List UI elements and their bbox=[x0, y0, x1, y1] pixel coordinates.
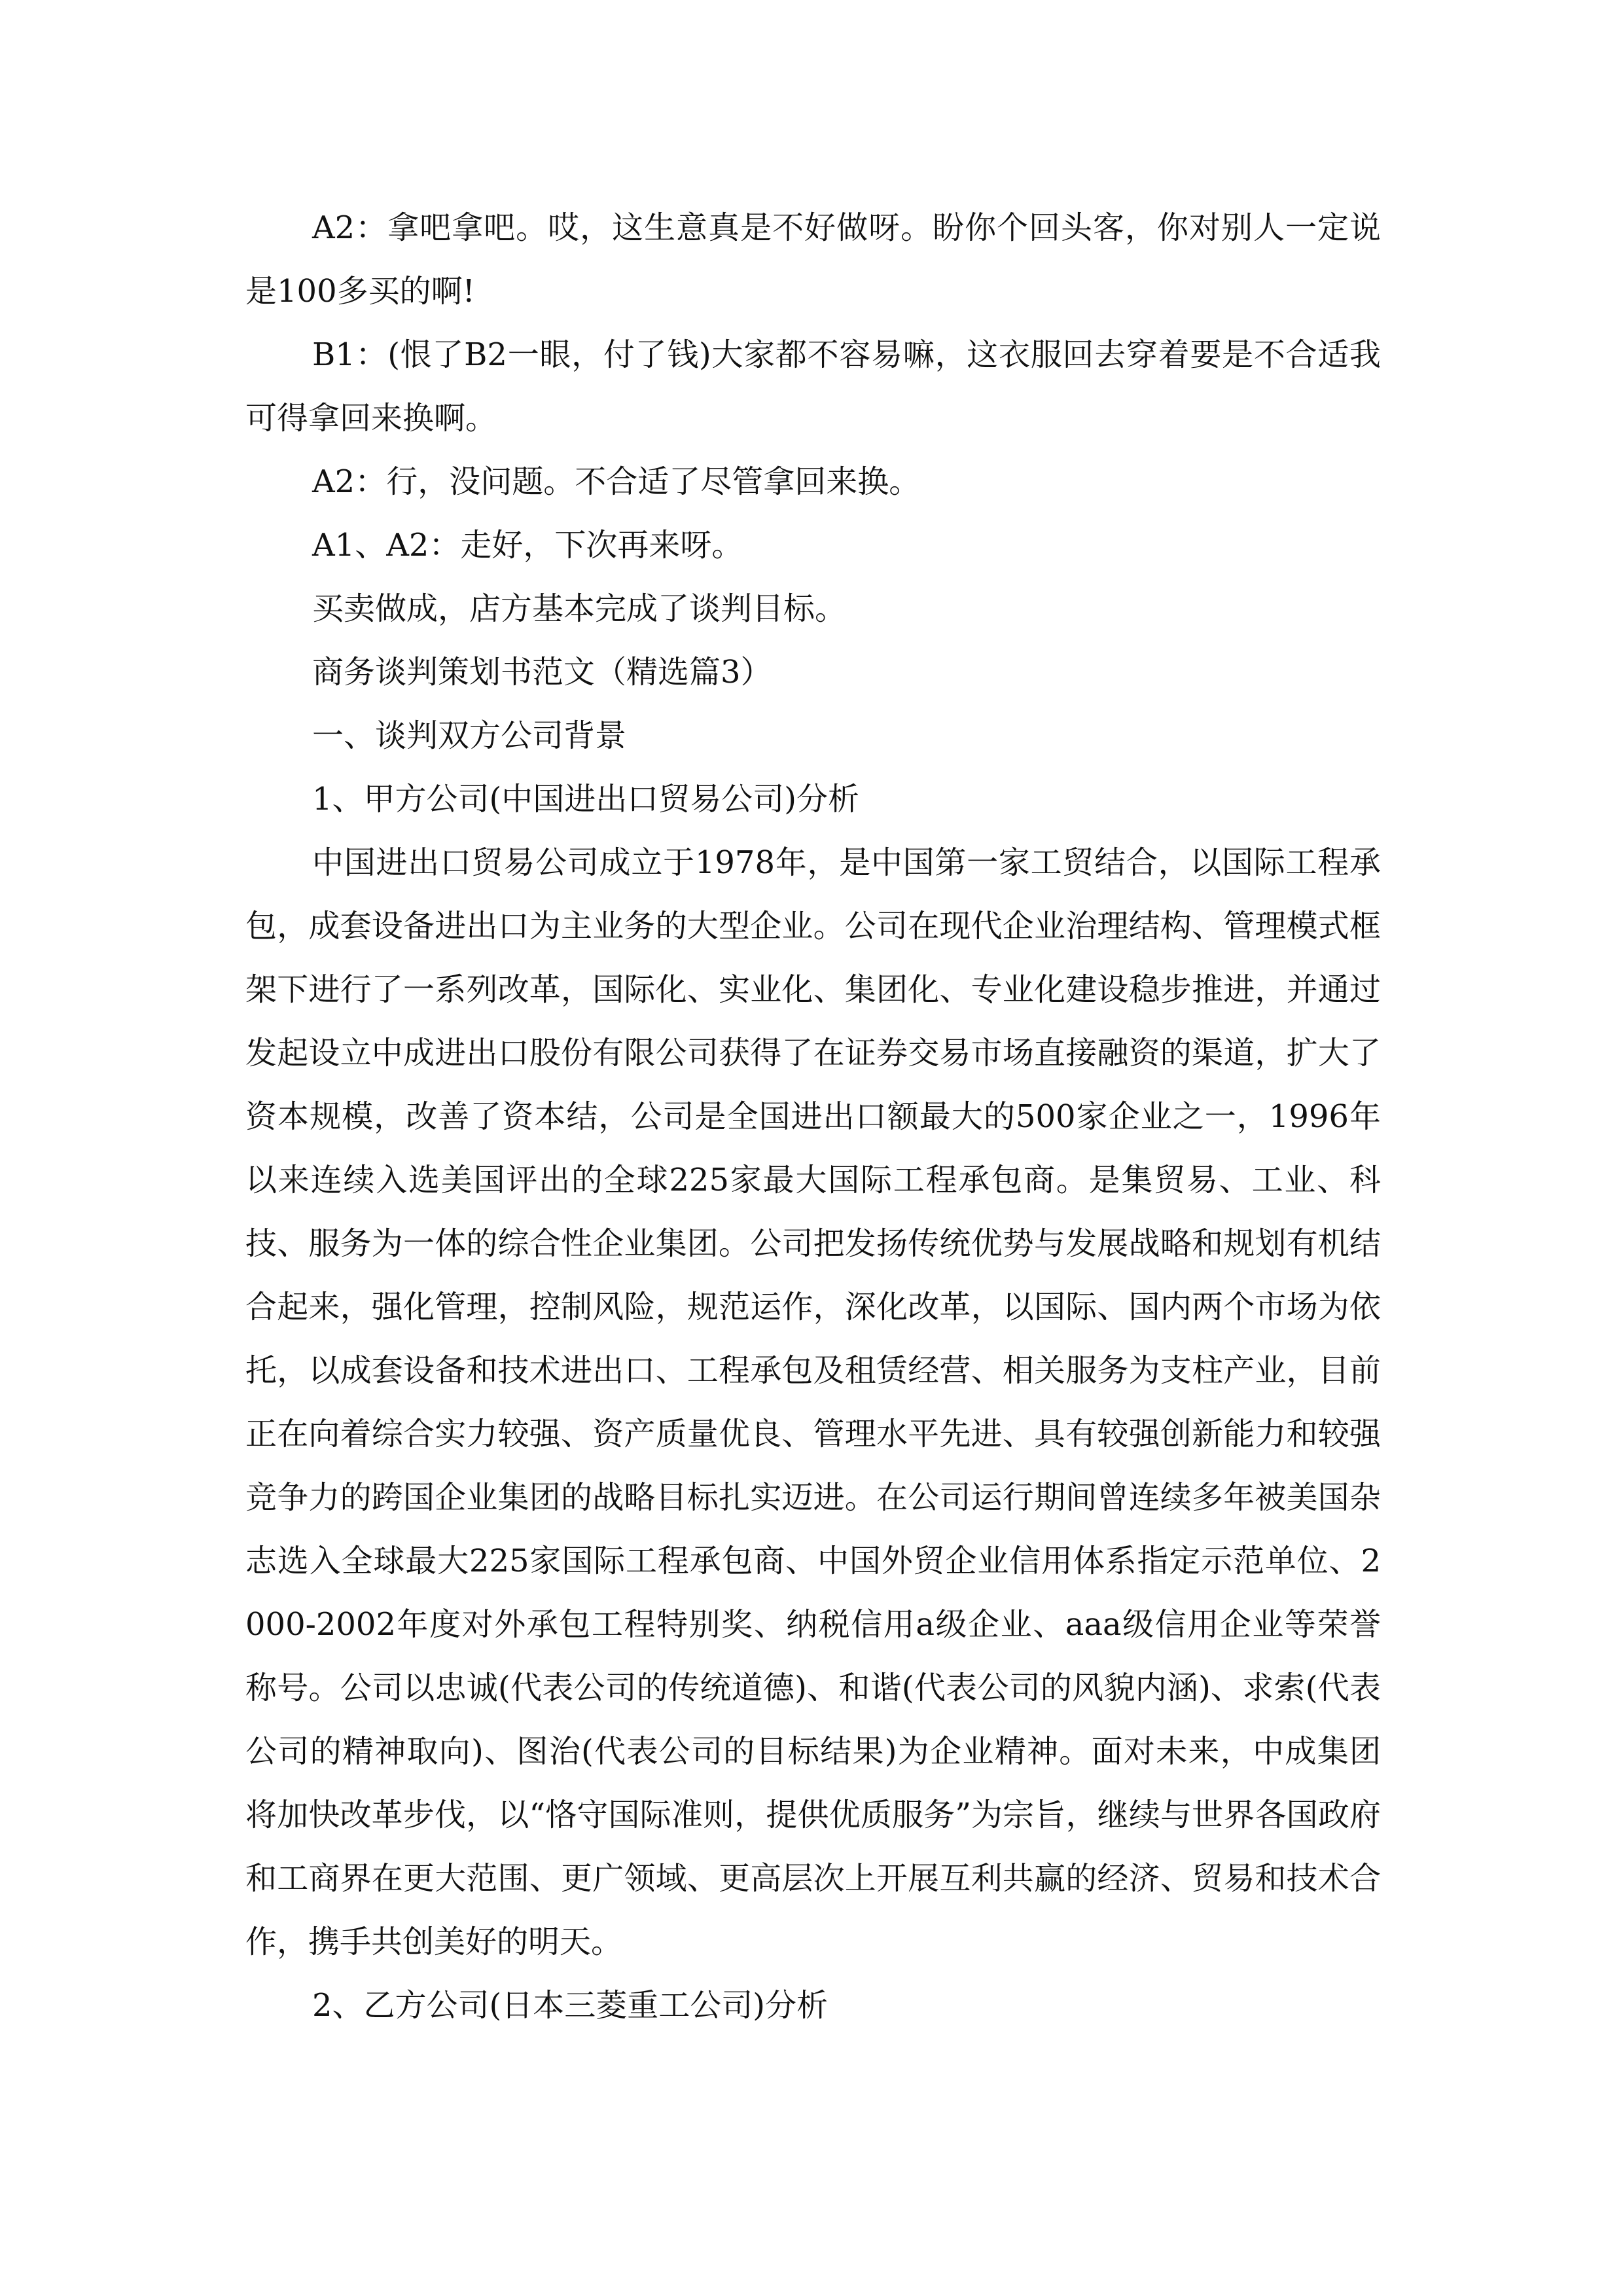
paragraph-dialogue-farewell: A1、A2：走好，下次再来呀。 bbox=[312, 527, 743, 564]
document-body bbox=[245, 196, 1381, 2037]
paragraph-dialogue-b1-payment: B1：(恨了B2一眼，付了钱)大家都不容易嘛，这衣服回去穿着要是不合适我可得拿回来换啊。 bbox=[245, 336, 1381, 437]
heading-company-background: 一、谈判双方公司背景 bbox=[312, 717, 627, 754]
paragraph-dialogue-a2-bargain: A2：拿吧拿吧。哎，这生意真是不好做呀。盼你个回头客，你对别人一定说是100多买的啊! bbox=[245, 209, 1381, 310]
paragraph-outcome: 买卖做成，店方基本完成了谈判目标。 bbox=[312, 590, 847, 627]
paragraph-party-a-analysis: 中国进出口贸易公司成立于1978年，是中国第一家工贸结合，以国际工程承包，成套设备进出口为主业务的大型企业。公司在现代企业治理结构、管理模式框架下进行了一系列改革，国际化、实业化、集团化、专业化建设稳步推进，并通过发起设立中成进出口股份有限公司获得了在证券交易市场直接融资的渠道，扩大了资本规模，改善了资本结，公司是全国进出口额最大的500家企业之一，1996年以来连续入选美国评出的全球225家最大国际工程承包商。是集贸易、工业、科技、服务为一体的综合性企业集团。公司把发扬传统优势与发展战略和规划有机结合起来，强化管理，控制风险，规范运作，深化改革，以国际、国内两个市场为依托，以成套设备和技术进出口、工程承包及租赁经营、相关服务为支柱产业，目前正在向着综合实力较强、资产质量优良、管理水平先进、具有较强创新能力和较强竞争力的跨国企业集团的战略目标扎实迈进。在公司运行期间曾连续多年被美国杂志选入全球最大225家国际工程承包商、中国外贸企业信用体系指定示范单位、2000-2002年度对外承包工程特别奖、纳税信用a级企业、aaa级信用企业等荣誉称号。公司以忠诚(代表公司的传统道德)、和谐(代表公司的风貌内涵)、求索(代表公司的精神取向)、图治(代表公司的目标结果)为企业精神。面对未来，中成集团将加快改革步伐，以“恪守国际准则，提供优质服务”为宗旨，继续与世界各国政府和工商界在更大范围、更广领域、更高层次上开展互利共赢的经济、贸易和技术合作，携手共创美好的明天。 bbox=[245, 844, 1381, 1960]
subheading-party-b: 2、乙方公司(日本三菱重工公司)分析 bbox=[312, 1987, 828, 2024]
section-title: 商务谈判策划书范文（精选篇3） bbox=[312, 654, 772, 691]
subheading-party-a: 1、甲方公司(中国进出口贸易公司)分析 bbox=[312, 781, 859, 817]
paragraph-dialogue-a2-exchange: A2：行，没问题。不合适了尽管拿回来换。 bbox=[312, 463, 921, 500]
